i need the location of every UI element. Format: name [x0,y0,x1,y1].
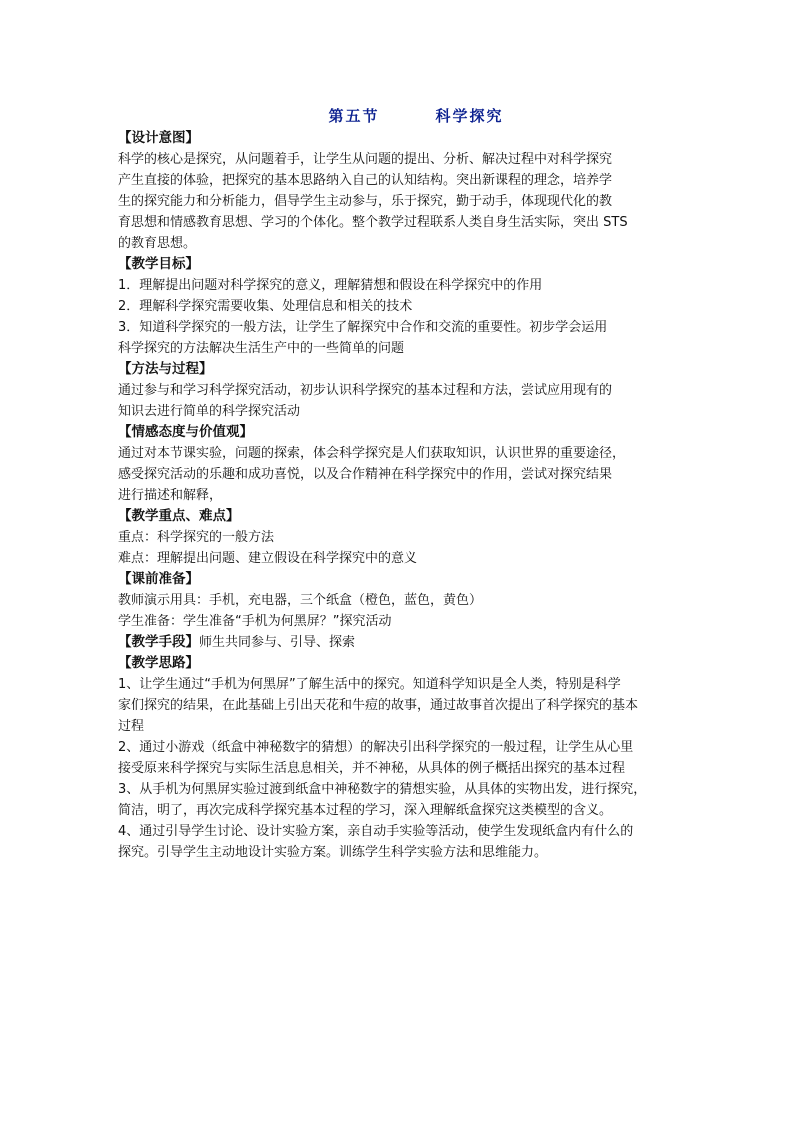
text-line: 科学探究的方法解决生活生产中的一些简单的问题 [118,341,405,356]
text-line: 产生直接的体验，把探究的基本思路纳入自己的认知结构。突出新课程的理念，培养学 [118,173,613,188]
section-heading: 【情感态度与价值观】 [118,424,253,440]
text-line: 生的探究能力和分析能力，倡导学生主动参与，乐于探究，勤于动手，体现现代化的教 [118,194,613,209]
section-heading: 【课前准备】 [118,571,199,587]
text-line: 学生准备：学生准备“手机为何黑屏？”探究活动 [118,614,392,629]
section-heading: 【方法与过程】 [118,361,213,377]
section-teaching-goals [118,254,678,359]
text-line: 2、通过小游戏（纸盒中神秘数字的猜想）的解决引出科学探究的一般过程，让学生从心里 [118,740,634,755]
page-title [154,104,678,128]
text-line: 通过参与和学习科学探究活动，初步认识科学探究的基本过程和方法，尝试应用现有的 [118,383,613,398]
text-line: 知识去进行简单的科学探究活动 [118,404,301,419]
text-line: 1．理解提出问题对科学探究的意义，理解猜想和假设在科学探究中的作用 [118,278,543,293]
text-line: 进行描述和解释， [118,488,223,503]
text-line: 感受探究活动的乐趣和成功喜悦，以及合作精神在科学探究中的作用，尝试对探究结果 [118,467,613,482]
text-line: 4、通过引导学生讨论、设计实验方案，亲自动手实验等活动，使学生发现纸盒内有什么的 [118,824,634,839]
title-section-name: 科学探究 [435,107,504,125]
text-line: 2．理解科学探究需要收集、处理信息和相关的技术 [118,299,413,314]
text-line: 难点：理解提出问题、建立假设在科学探究中的意义 [118,551,418,566]
section-method-process [118,359,678,422]
text-line: 3、从手机为何黑屏实验过渡到纸盒中神秘数字的猜想实验，从具体的实物出发，进行探究， [118,782,647,797]
text-line: 1、让学生通过“手机为何黑屏”了解生活中的探究。知道科学知识是全人类，特别是科学 [118,677,621,692]
text-line: 3．知道科学探究的一般方法，让学生了解探究中合作和交流的重要性。初步学会运用 [118,320,608,335]
section-teaching-ideas [118,653,678,863]
section-teaching-means [118,632,678,653]
section-heading: 【设计意图】 [118,130,199,146]
section-key-points [118,506,678,569]
text-line: 探究。引导学生主动地设计实验方案。训练学生科学实验方法和思维能力。 [118,845,548,860]
section-heading: 【教学手段】 [118,634,199,650]
title-section-number: 第五节 [328,107,380,125]
section-design-intent [118,128,678,254]
document-page [118,104,678,863]
text-line: 育思想和情感教育思想、学习的个体化。整个教学过程联系人类自身生活实际，突出 STS [118,215,628,230]
section-heading: 【教学目标】 [118,256,199,272]
text-line: 家们探究的结果，在此基础上引出天花和牛痘的故事，通过故事首次提出了科学探究的基本 [118,698,639,713]
text-line: 简洁，明了，再次完成科学探究基本过程的学习，深入理解纸盒探究这类模型的含义。 [118,803,613,818]
text-line: 重点：科学探究的一般方法 [118,530,275,545]
text-line: 通过对本节课实验，问题的探索，体会科学探究是人们获取知识，认识世界的重要途径， [118,446,626,461]
text-inline: 师生共同参与、引导、探索 [199,635,356,650]
section-heading: 【教学重点、难点】 [118,508,240,524]
text-line: 过程 [118,719,145,734]
text-line: 教师演示用具：手机，充电器，三个纸盒（橙色，蓝色，黄色） [118,593,483,608]
section-heading: 【教学思路】 [118,655,199,671]
section-preparation [118,569,678,632]
text-line: 接受原来科学探究与实际生活息息相关，并不神秘，从具体的例子概括出探究的基本过程 [118,761,626,776]
text-line: 科学的核心是探究，从问题着手，让学生从问题的提出、分析、解决过程中对科学探究 [118,152,613,167]
section-attitude-values [118,422,678,506]
text-line: 的教育思想。 [118,236,197,251]
